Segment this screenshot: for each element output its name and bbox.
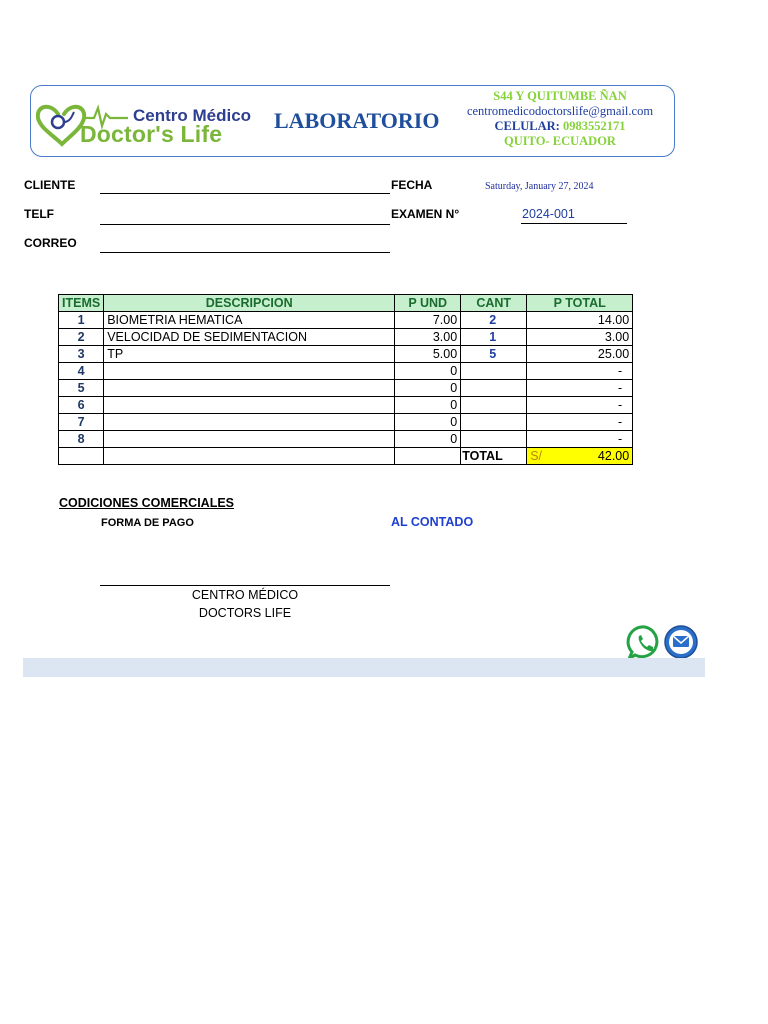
- fecha-value: Saturday, January 27, 2024: [485, 181, 594, 192]
- signature-name-line1: CENTRO MÉDICO: [191, 588, 299, 602]
- fecha-label: FECHA: [391, 178, 433, 192]
- cliente-label: CLIENTE: [24, 178, 76, 192]
- table-row: [59, 431, 633, 448]
- total-label: TOTAL: [461, 448, 527, 465]
- item-total: -: [527, 380, 633, 397]
- examen-label: EXAMEN N°: [391, 207, 460, 221]
- item-description[interactable]: [104, 414, 395, 431]
- item-unit-price[interactable]: 3.00: [395, 329, 461, 346]
- item-unit-price[interactable]: 0: [395, 380, 461, 397]
- item-unit-price[interactable]: 5.00: [395, 346, 461, 363]
- item-total: -: [527, 363, 633, 380]
- item-total: -: [527, 431, 633, 448]
- item-description[interactable]: [104, 397, 395, 414]
- header-items: ITEMS: [59, 295, 104, 312]
- item-quantity[interactable]: [461, 414, 527, 431]
- item-total: 25.00: [527, 346, 633, 363]
- item-unit-price[interactable]: 7.00: [395, 312, 461, 329]
- grand-total: [527, 448, 633, 465]
- logo-text-doctors: Doctor's Life: [80, 121, 223, 147]
- telf-label: TELF: [24, 207, 54, 221]
- footer-band: [23, 658, 705, 677]
- header-cant: CANT: [461, 295, 527, 312]
- item-description[interactable]: BIOMETRIA HEMATICA: [104, 312, 395, 329]
- table-row: [59, 414, 633, 431]
- table-row: [59, 363, 633, 380]
- header-p-total: P TOTAL: [527, 295, 633, 312]
- item-quantity[interactable]: [461, 380, 527, 397]
- total-row: [59, 448, 633, 465]
- table-header-row: [59, 295, 633, 312]
- item-number: 5: [59, 380, 104, 397]
- header-descripcion: DESCRIPCION: [104, 295, 395, 312]
- email-icon[interactable]: [663, 624, 699, 660]
- email-text: centromedicodoctorslife@gmail.com: [466, 104, 654, 118]
- header-p-und: P UND: [395, 295, 461, 312]
- item-description[interactable]: [104, 363, 395, 380]
- item-description[interactable]: VELOCIDAD DE SEDIMENTACION: [104, 329, 395, 346]
- payment-label: FORMA DE PAGO: [101, 517, 194, 529]
- empty-cell: [395, 448, 461, 465]
- address-text: S44 Y QUITUMBE ÑAN: [493, 89, 627, 103]
- empty-cell: [104, 448, 395, 465]
- cliente-field[interactable]: [100, 193, 390, 194]
- table-row: [59, 380, 633, 397]
- item-number: 8: [59, 431, 104, 448]
- item-description[interactable]: [104, 431, 395, 448]
- logo-text-centro: Centro Médico: [133, 106, 252, 125]
- item-number: 4: [59, 363, 104, 380]
- contact-info: [460, 89, 660, 149]
- item-number: 2: [59, 329, 104, 346]
- item-unit-price[interactable]: 0: [395, 397, 461, 414]
- item-unit-price[interactable]: 0: [395, 414, 461, 431]
- table-row: [59, 329, 633, 346]
- item-quantity[interactable]: 2: [461, 312, 527, 329]
- item-total: 3.00: [527, 329, 633, 346]
- item-unit-price[interactable]: 0: [395, 431, 461, 448]
- phone-label: CELULAR:: [494, 119, 560, 133]
- conditions-title: CODICIONES COMERCIALES: [59, 496, 235, 510]
- currency-symbol: S/: [530, 449, 543, 463]
- item-quantity[interactable]: 1: [461, 329, 527, 346]
- item-number: 7: [59, 414, 104, 431]
- item-total: 14.00: [527, 312, 633, 329]
- table-row: [59, 312, 633, 329]
- examen-field[interactable]: [521, 223, 627, 224]
- item-quantity[interactable]: [461, 397, 527, 414]
- payment-value[interactable]: AL CONTADO: [391, 515, 474, 529]
- table-row: [59, 397, 633, 414]
- item-quantity[interactable]: [461, 363, 527, 380]
- correo-label: CORREO: [24, 236, 77, 250]
- phone-value: 0983552171: [562, 119, 626, 133]
- signature-line: [100, 585, 390, 586]
- item-quantity[interactable]: 5: [461, 346, 527, 363]
- items-table: [58, 294, 633, 465]
- examen-value: 2024-001: [522, 207, 575, 221]
- signature-name-line2: DOCTORS LIFE: [198, 606, 292, 620]
- item-number: 1: [59, 312, 104, 329]
- whatsapp-icon[interactable]: [626, 624, 664, 662]
- item-total: -: [527, 414, 633, 431]
- table-row: [59, 346, 633, 363]
- item-number: 6: [59, 397, 104, 414]
- city-text: QUITO- ECUADOR: [504, 134, 616, 148]
- correo-field[interactable]: [100, 252, 390, 253]
- item-total: -: [527, 397, 633, 414]
- item-number: 3: [59, 346, 104, 363]
- phone-text: [460, 119, 660, 134]
- telf-field[interactable]: [100, 224, 390, 225]
- empty-cell: [59, 448, 104, 465]
- page-title: LABORATORIO: [274, 108, 440, 133]
- item-unit-price[interactable]: 0: [395, 363, 461, 380]
- item-description[interactable]: [104, 380, 395, 397]
- grand-total-value: 42.00: [597, 449, 630, 463]
- item-quantity[interactable]: [461, 431, 527, 448]
- item-description[interactable]: TP: [104, 346, 395, 363]
